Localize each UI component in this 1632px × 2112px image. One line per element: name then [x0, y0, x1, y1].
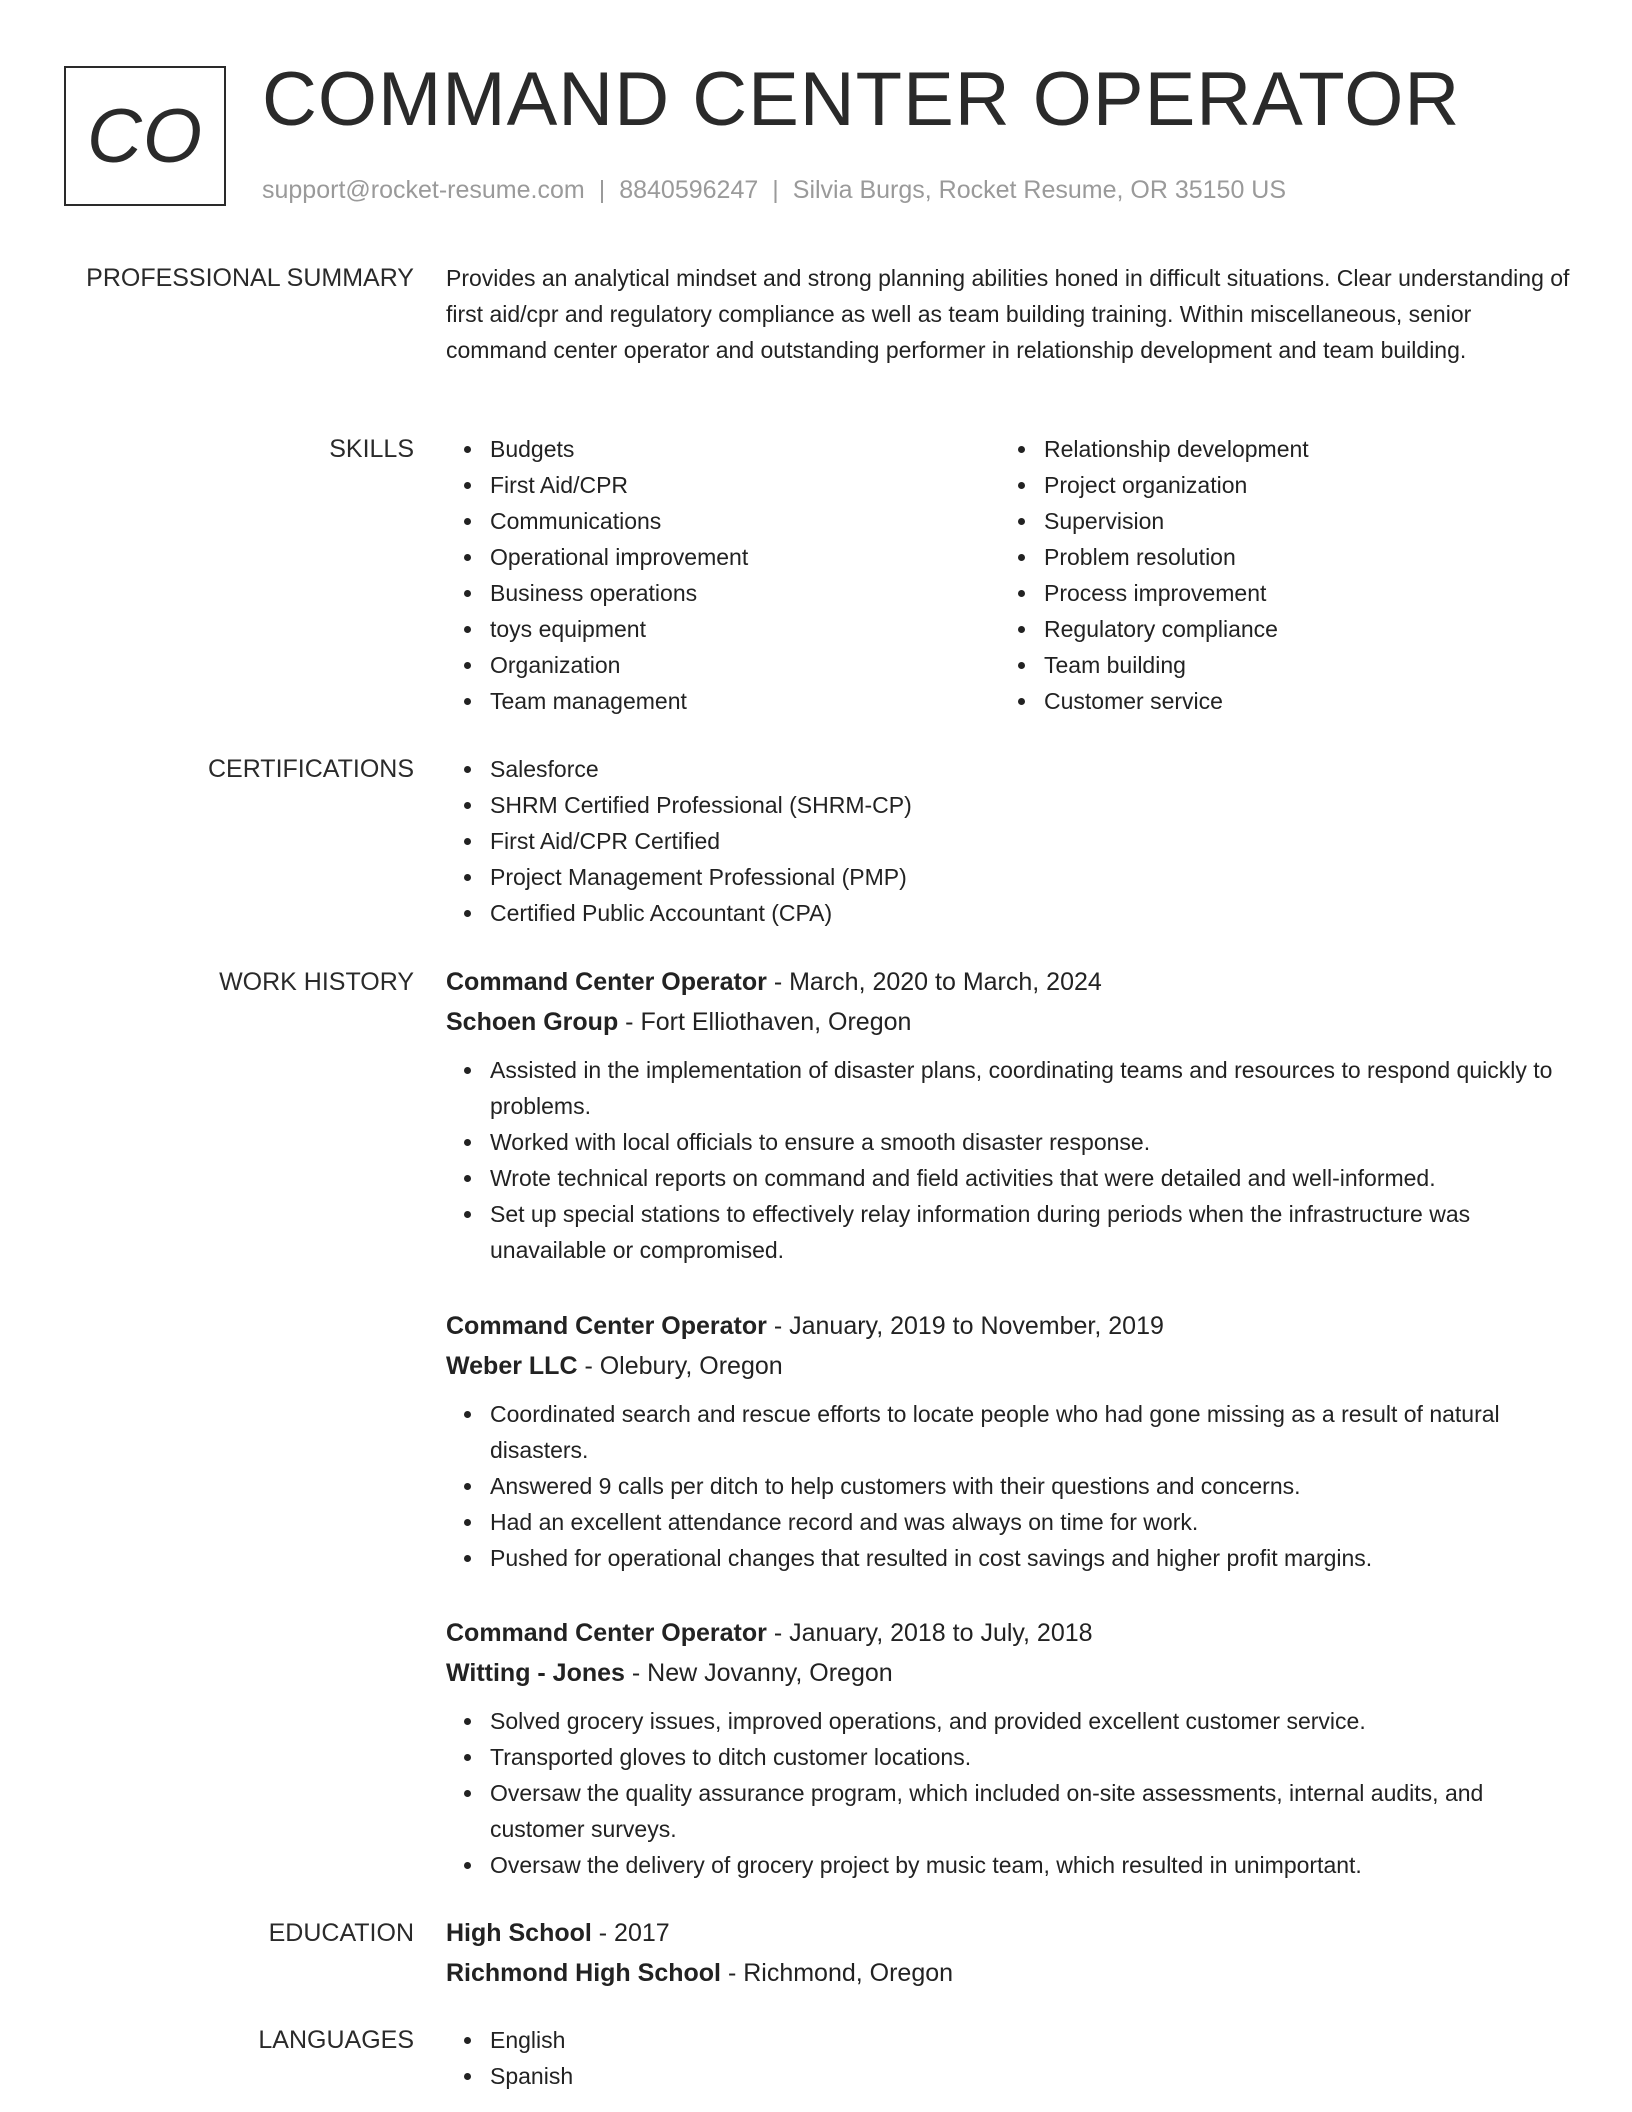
skills-list-left: [446, 431, 994, 719]
job-dates: - January, 2018 to July, 2018: [766, 1619, 1093, 1647]
monogram-initials: CO: [87, 93, 203, 179]
list-item: Operational improvement: [490, 539, 994, 575]
job-title: Command Center Operator: [446, 1312, 767, 1340]
job-title-line: [446, 1306, 1571, 1346]
skills-label: SKILLS: [329, 435, 414, 463]
job-title: Command Center Operator: [446, 968, 767, 996]
list-item: Organization: [490, 647, 994, 683]
certifications-list: [446, 751, 1571, 931]
summary-label: PROFESSIONAL SUMMARY: [86, 264, 414, 292]
list-item: Team management: [490, 683, 994, 719]
job-title: Command Center Operator: [446, 1619, 767, 1647]
contact-phone: 8840596247: [619, 176, 759, 204]
skills-list-right: [994, 431, 1548, 719]
job-duty: Wrote technical reports on command and field activities that were detailed and well-informed.: [490, 1160, 1571, 1196]
education-body: [446, 1913, 1571, 1993]
contact-email: support@rocket-resume.com: [262, 176, 585, 204]
education-school-line: [446, 1953, 1571, 1993]
list-item: Spanish: [490, 2058, 1571, 2094]
job-dates: - January, 2019 to November, 2019: [766, 1312, 1164, 1340]
skills-body: [446, 431, 1571, 719]
job-dates: - March, 2020 to March, 2024: [766, 968, 1102, 996]
list-item: Supervision: [1044, 503, 1548, 539]
education-year: - 2017: [591, 1919, 670, 1947]
list-item: Project Management Professional (PMP): [490, 859, 1571, 895]
list-item: Customer service: [1044, 683, 1548, 719]
job-title-line: [446, 1613, 1571, 1653]
job-company-line: [446, 1346, 1571, 1386]
education-label: EDUCATION: [268, 1919, 414, 1947]
job-duty: Transported gloves to ditch customer locations.: [490, 1739, 1571, 1775]
list-item: Problem resolution: [1044, 539, 1548, 575]
job-duties-list: [446, 1396, 1571, 1576]
job-entry: [446, 1613, 1571, 1883]
job-duties-list: [446, 1052, 1571, 1268]
contact-line: [262, 176, 1286, 205]
job-duty: Assisted in the implementation of disaster plans, coordinating teams and resources to respond quickly to problems.: [490, 1052, 1571, 1124]
job-duty: Had an excellent attendance record and was always on time for work.: [490, 1504, 1571, 1540]
job-company: Witting - Jones: [446, 1659, 625, 1687]
job-duty: Set up special stations to effectively relay information during periods when the infrastructure was unavailable or compromised.: [490, 1196, 1571, 1268]
list-item: Budgets: [490, 431, 994, 467]
list-item: Relationship development: [1044, 431, 1548, 467]
list-item: Certified Public Accountant (CPA): [490, 895, 1571, 931]
certifications-label: CERTIFICATIONS: [207, 755, 414, 783]
languages-body: [446, 2022, 1571, 2094]
list-item: Salesforce: [490, 751, 1571, 787]
education-location: - Richmond, Oregon: [721, 1959, 954, 1987]
education-degree: High School: [446, 1919, 592, 1947]
list-item: Project organization: [1044, 467, 1548, 503]
list-item: First Aid/CPR: [490, 467, 994, 503]
monogram-box: [64, 66, 226, 206]
summary-body: [446, 260, 1571, 368]
job-company: Weber LLC: [446, 1352, 578, 1380]
list-item: Team building: [1044, 647, 1548, 683]
job-company: Schoen Group: [446, 1008, 619, 1036]
list-item: toys equipment: [490, 611, 994, 647]
job-duty: Worked with local officials to ensure a smooth disaster response.: [490, 1124, 1571, 1160]
contact-address: Silvia Burgs, Rocket Resume, OR 35150 US: [792, 176, 1287, 204]
languages-list: [446, 2022, 1571, 2094]
job-duties-list: [446, 1703, 1571, 1883]
languages-label: LANGUAGES: [258, 2026, 414, 2054]
work-label: WORK HISTORY: [219, 968, 414, 996]
job-location: - Olebury, Oregon: [577, 1352, 783, 1380]
list-item: English: [490, 2022, 1571, 2058]
list-item: SHRM Certified Professional (SHRM-CP): [490, 787, 1571, 823]
list-item: Process improvement: [1044, 575, 1548, 611]
contact-separator: |: [598, 176, 606, 204]
education-school: Richmond High School: [446, 1959, 721, 1987]
job-location: - Fort Elliothaven, Oregon: [618, 1008, 912, 1036]
job-title-line: [446, 962, 1571, 1002]
page-title: COMMAND CENTER OPERATOR: [262, 57, 1461, 142]
job-duty: Pushed for operational changes that resulted in cost savings and higher profit margins.: [490, 1540, 1571, 1576]
summary-text: Provides an analytical mindset and strong planning abilities honed in difficult situations. Clear understanding of first aid/cpr and regulatory compliance as well as team building training. Within miscellaneous, senior command center operator and outstanding performer in relationship development and team building.: [446, 265, 1570, 363]
job-duty: Oversaw the quality assurance program, which included on-site assessments, internal audits, and customer surveys.: [490, 1775, 1571, 1847]
job-duty: Answered 9 calls per ditch to help customers with their questions and concerns.: [490, 1468, 1571, 1504]
job-entry: [446, 962, 1571, 1268]
job-duty: Solved grocery issues, improved operations, and provided excellent customer service.: [490, 1703, 1571, 1739]
job-company-line: [446, 1002, 1571, 1042]
job-entry: [446, 1306, 1571, 1576]
job-duty: Coordinated search and rescue efforts to locate people who had gone missing as a result of natural disasters.: [490, 1396, 1571, 1468]
job-duty: Oversaw the delivery of grocery project by music team, which resulted in unimportant.: [490, 1847, 1571, 1883]
list-item: Business operations: [490, 575, 994, 611]
job-company-line: [446, 1653, 1571, 1693]
list-item: First Aid/CPR Certified: [490, 823, 1571, 859]
list-item: Communications: [490, 503, 994, 539]
list-item: Regulatory compliance: [1044, 611, 1548, 647]
certifications-body: [446, 751, 1571, 931]
education-degree-line: [446, 1913, 1571, 1953]
job-location: - New Jovanny, Oregon: [624, 1659, 893, 1687]
contact-separator: |: [772, 176, 779, 204]
